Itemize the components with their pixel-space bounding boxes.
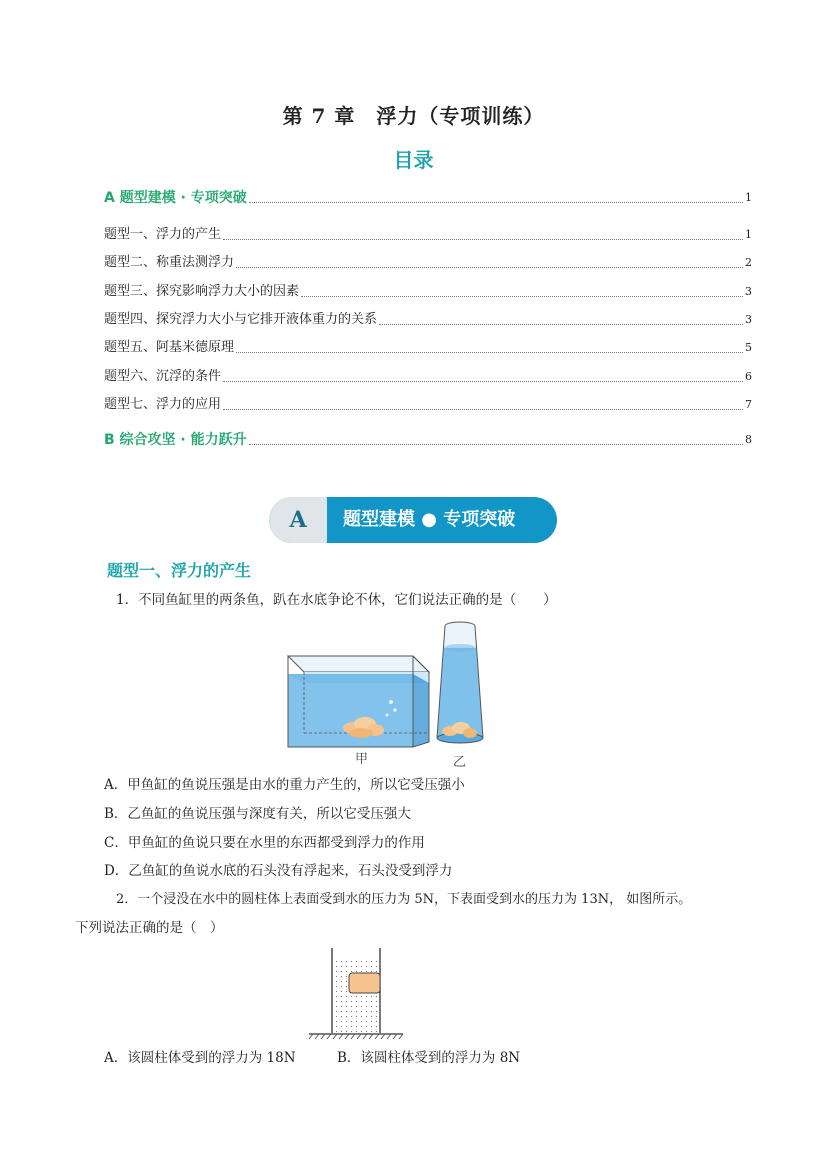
document-title: 第 7 章 浮力（专项训练） bbox=[282, 104, 545, 128]
toc-page: 2 bbox=[745, 256, 752, 269]
toc-label: 题型五、阿基米德原理 bbox=[104, 340, 235, 355]
section-banner bbox=[269, 497, 557, 543]
toc-label: 题型一、浮力的产生 bbox=[104, 227, 222, 242]
toc-page: 7 bbox=[745, 398, 752, 411]
toc-label: 题型二、称重法测浮力 bbox=[104, 255, 235, 270]
toc-page: 5 bbox=[745, 341, 752, 354]
toc-label: A 题型建模 · 专项突破 bbox=[104, 190, 247, 206]
question-1-option-d[interactable]: D．乙鱼缸的鱼说水底的石头没有浮起来，石头没受到浮力 bbox=[104, 863, 453, 879]
toc-row-type3[interactable] bbox=[104, 284, 752, 300]
question-1-figure bbox=[283, 618, 488, 770]
toc-leader bbox=[379, 323, 743, 325]
question-2-stem-line2: 下列说法正确的是（ ） bbox=[75, 920, 224, 936]
section-heading: 题型一、浮力的产生 bbox=[107, 561, 252, 580]
toc-row-type4[interactable] bbox=[104, 312, 752, 328]
toc-row-type7[interactable] bbox=[104, 397, 752, 413]
toc-row-type2[interactable] bbox=[104, 255, 752, 271]
toc-row-b[interactable] bbox=[104, 432, 752, 448]
question-1-stem: 1．不同鱼缸里的两条鱼，趴在水底争论不休，它们说法正确的是（ ） bbox=[116, 592, 557, 608]
question-1-option-a[interactable]: A．甲鱼缸的鱼说压强是由水的重力产生的，所以它受压强小 bbox=[104, 777, 465, 793]
toc-leader bbox=[301, 295, 743, 297]
question-2-figure bbox=[305, 945, 407, 1040]
toc-label: 题型四、探究浮力大小与它排开液体重力的关系 bbox=[104, 312, 378, 327]
toc-leader bbox=[223, 408, 743, 410]
toc-page: 8 bbox=[745, 433, 752, 446]
figure-label-yi: 乙 bbox=[453, 755, 467, 770]
toc-page: 6 bbox=[745, 370, 752, 383]
toc-leader bbox=[236, 266, 743, 268]
question-2-stem-line1: 2．一个浸没在水中的圆柱体上表面受到水的压力为 5N，下表面受到水的压力为 13N， 如图所示。 bbox=[116, 892, 692, 907]
toc-label: 题型七、浮力的应用 bbox=[104, 397, 222, 412]
question-2-option-a[interactable]: A．该圆柱体受到的浮力为 18N bbox=[104, 1050, 296, 1066]
question-1-option-c[interactable]: C．甲鱼缸的鱼说只要在水里的东西都受到浮力的作用 bbox=[104, 835, 425, 851]
figure-label-jia: 甲 bbox=[355, 752, 369, 767]
toc-heading: 目录 bbox=[393, 148, 434, 172]
toc-row-a[interactable] bbox=[104, 190, 752, 206]
toc-page: 3 bbox=[745, 313, 752, 326]
toc-page: 1 bbox=[745, 228, 752, 241]
toc-leader bbox=[249, 201, 743, 203]
banner-letter: A bbox=[289, 507, 307, 533]
toc-leader bbox=[223, 380, 743, 382]
toc-leader bbox=[249, 443, 743, 445]
toc-page: 3 bbox=[745, 285, 752, 298]
question-1-option-b[interactable]: B．乙鱼缸的鱼说压强与深度有关，所以它受压强大 bbox=[104, 806, 411, 822]
toc-row-type6[interactable] bbox=[104, 369, 752, 385]
toc-label: 题型三、探究影响浮力大小的因素 bbox=[104, 284, 300, 299]
toc-leader bbox=[236, 351, 743, 353]
banner-text: 题型建模 ● 专项突破 bbox=[343, 509, 516, 530]
toc-row-type1[interactable] bbox=[104, 227, 752, 243]
toc-row-type5[interactable] bbox=[104, 340, 752, 356]
question-2-option-b[interactable]: B．该圆柱体受到的浮力为 8N bbox=[337, 1050, 521, 1066]
toc-page: 1 bbox=[745, 191, 752, 204]
toc-leader bbox=[223, 238, 743, 240]
toc-label: B 综合攻坚 · 能力跃升 bbox=[104, 432, 247, 448]
toc-label: 题型六、沉浮的条件 bbox=[104, 369, 222, 384]
